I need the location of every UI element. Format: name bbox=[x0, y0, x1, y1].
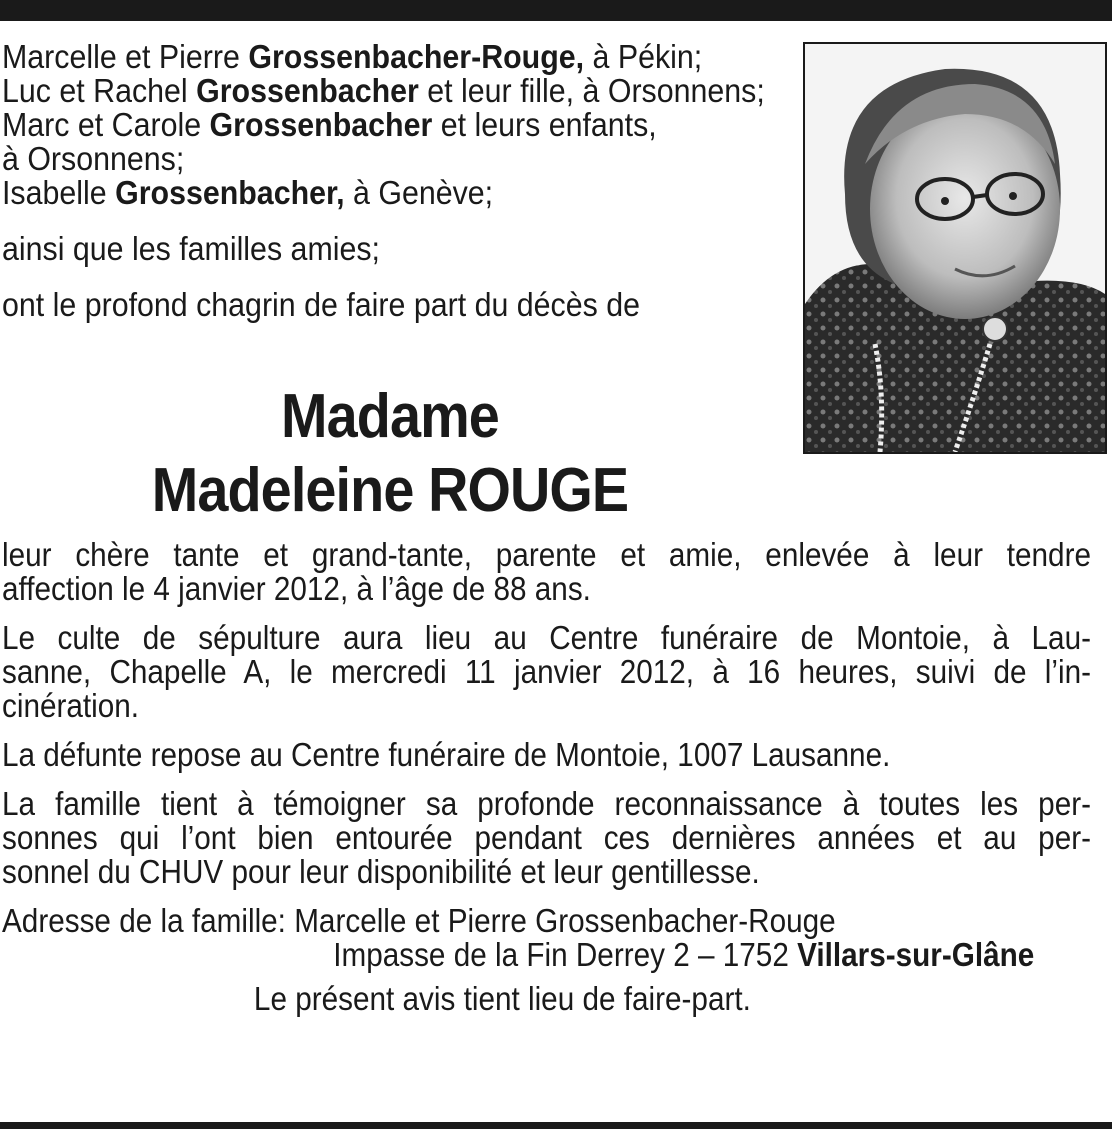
text: La famille tient à témoigner sa profonde reconnaissance à toutes les per- bbox=[2, 785, 1091, 822]
text: à Pékin; bbox=[584, 38, 703, 75]
text: et leurs enfants, bbox=[432, 106, 657, 143]
family-line-2 bbox=[2, 72, 765, 109]
address-street: Impasse de la Fin Derrey 2 – 1752 bbox=[333, 936, 798, 973]
address-name: Marcelle et Pierre Grossenbacher-Rouge bbox=[294, 902, 836, 939]
closing-note: Le présent avis tient lieu de faire-part. bbox=[253, 980, 751, 1017]
family-line-3 bbox=[2, 108, 718, 142]
text: et leur fille, à Orsonnens; bbox=[418, 72, 765, 109]
text: La défunte repose au Centre funéraire de Montoie, 1007 Lausanne. bbox=[2, 736, 891, 773]
paragraph-relationship bbox=[2, 538, 1091, 606]
top-rule bbox=[0, 0, 1112, 21]
text: sonnel du CHUV pour leur disponibilité et leur gentillesse. bbox=[2, 853, 760, 890]
notice-body bbox=[2, 538, 1091, 1016]
text: sonnes qui l’ont bien entourée pendant ces dernières années et au per- bbox=[2, 819, 1091, 856]
deceased-name: Madeleine ROUGE bbox=[151, 456, 629, 525]
surname: Grossenbacher-Rouge, bbox=[248, 38, 585, 75]
address-label: Adresse de la famille: bbox=[2, 902, 295, 939]
deceased-name-block bbox=[39, 380, 741, 528]
address-city: Villars-sur-Glâne bbox=[797, 936, 1035, 973]
family-list bbox=[2, 38, 765, 323]
family-line-6: ainsi que les familles amies; bbox=[2, 230, 380, 267]
text: Luc et Rachel bbox=[2, 72, 197, 109]
text: cinération. bbox=[2, 687, 140, 724]
text: leur chère tante et grand-tante, parente et amie, enlevée à leur tendre bbox=[2, 536, 1091, 573]
paragraph-service bbox=[2, 621, 1091, 723]
bottom-rule bbox=[0, 1122, 1112, 1129]
family-address bbox=[2, 904, 1091, 972]
text: Marc et Carole bbox=[2, 106, 210, 143]
paragraph-repose bbox=[2, 738, 1091, 772]
family-line-5 bbox=[2, 176, 718, 210]
surname: Grossenbacher bbox=[196, 72, 419, 109]
text: Isabelle bbox=[2, 174, 116, 211]
paragraph-thanks bbox=[2, 787, 1091, 889]
family-line-4: à Orsonnens; bbox=[2, 140, 185, 177]
family-line-1 bbox=[2, 40, 718, 74]
portrait-image bbox=[805, 44, 1105, 452]
family-line-7: ont le profond chagrin de faire part du décès de bbox=[2, 286, 640, 323]
surname: Grossenbacher, bbox=[115, 174, 345, 211]
text: Le culte de sépulture aura lieu au Centre funéraire de Montoie, à Lau- bbox=[2, 619, 1091, 656]
portrait-photo bbox=[803, 42, 1107, 454]
deceased-title: Madame bbox=[281, 382, 499, 451]
surname: Grossenbacher bbox=[209, 106, 433, 143]
text: à Genève; bbox=[344, 174, 494, 211]
text: Marcelle et Pierre bbox=[2, 38, 249, 75]
text: affection le 4 janvier 2012, à l’âge de 88 ans. bbox=[2, 570, 591, 607]
text: sanne, Chapelle A, le mercredi 11 janvier 2012, à 16 heures, suivi de l’in- bbox=[2, 653, 1091, 690]
